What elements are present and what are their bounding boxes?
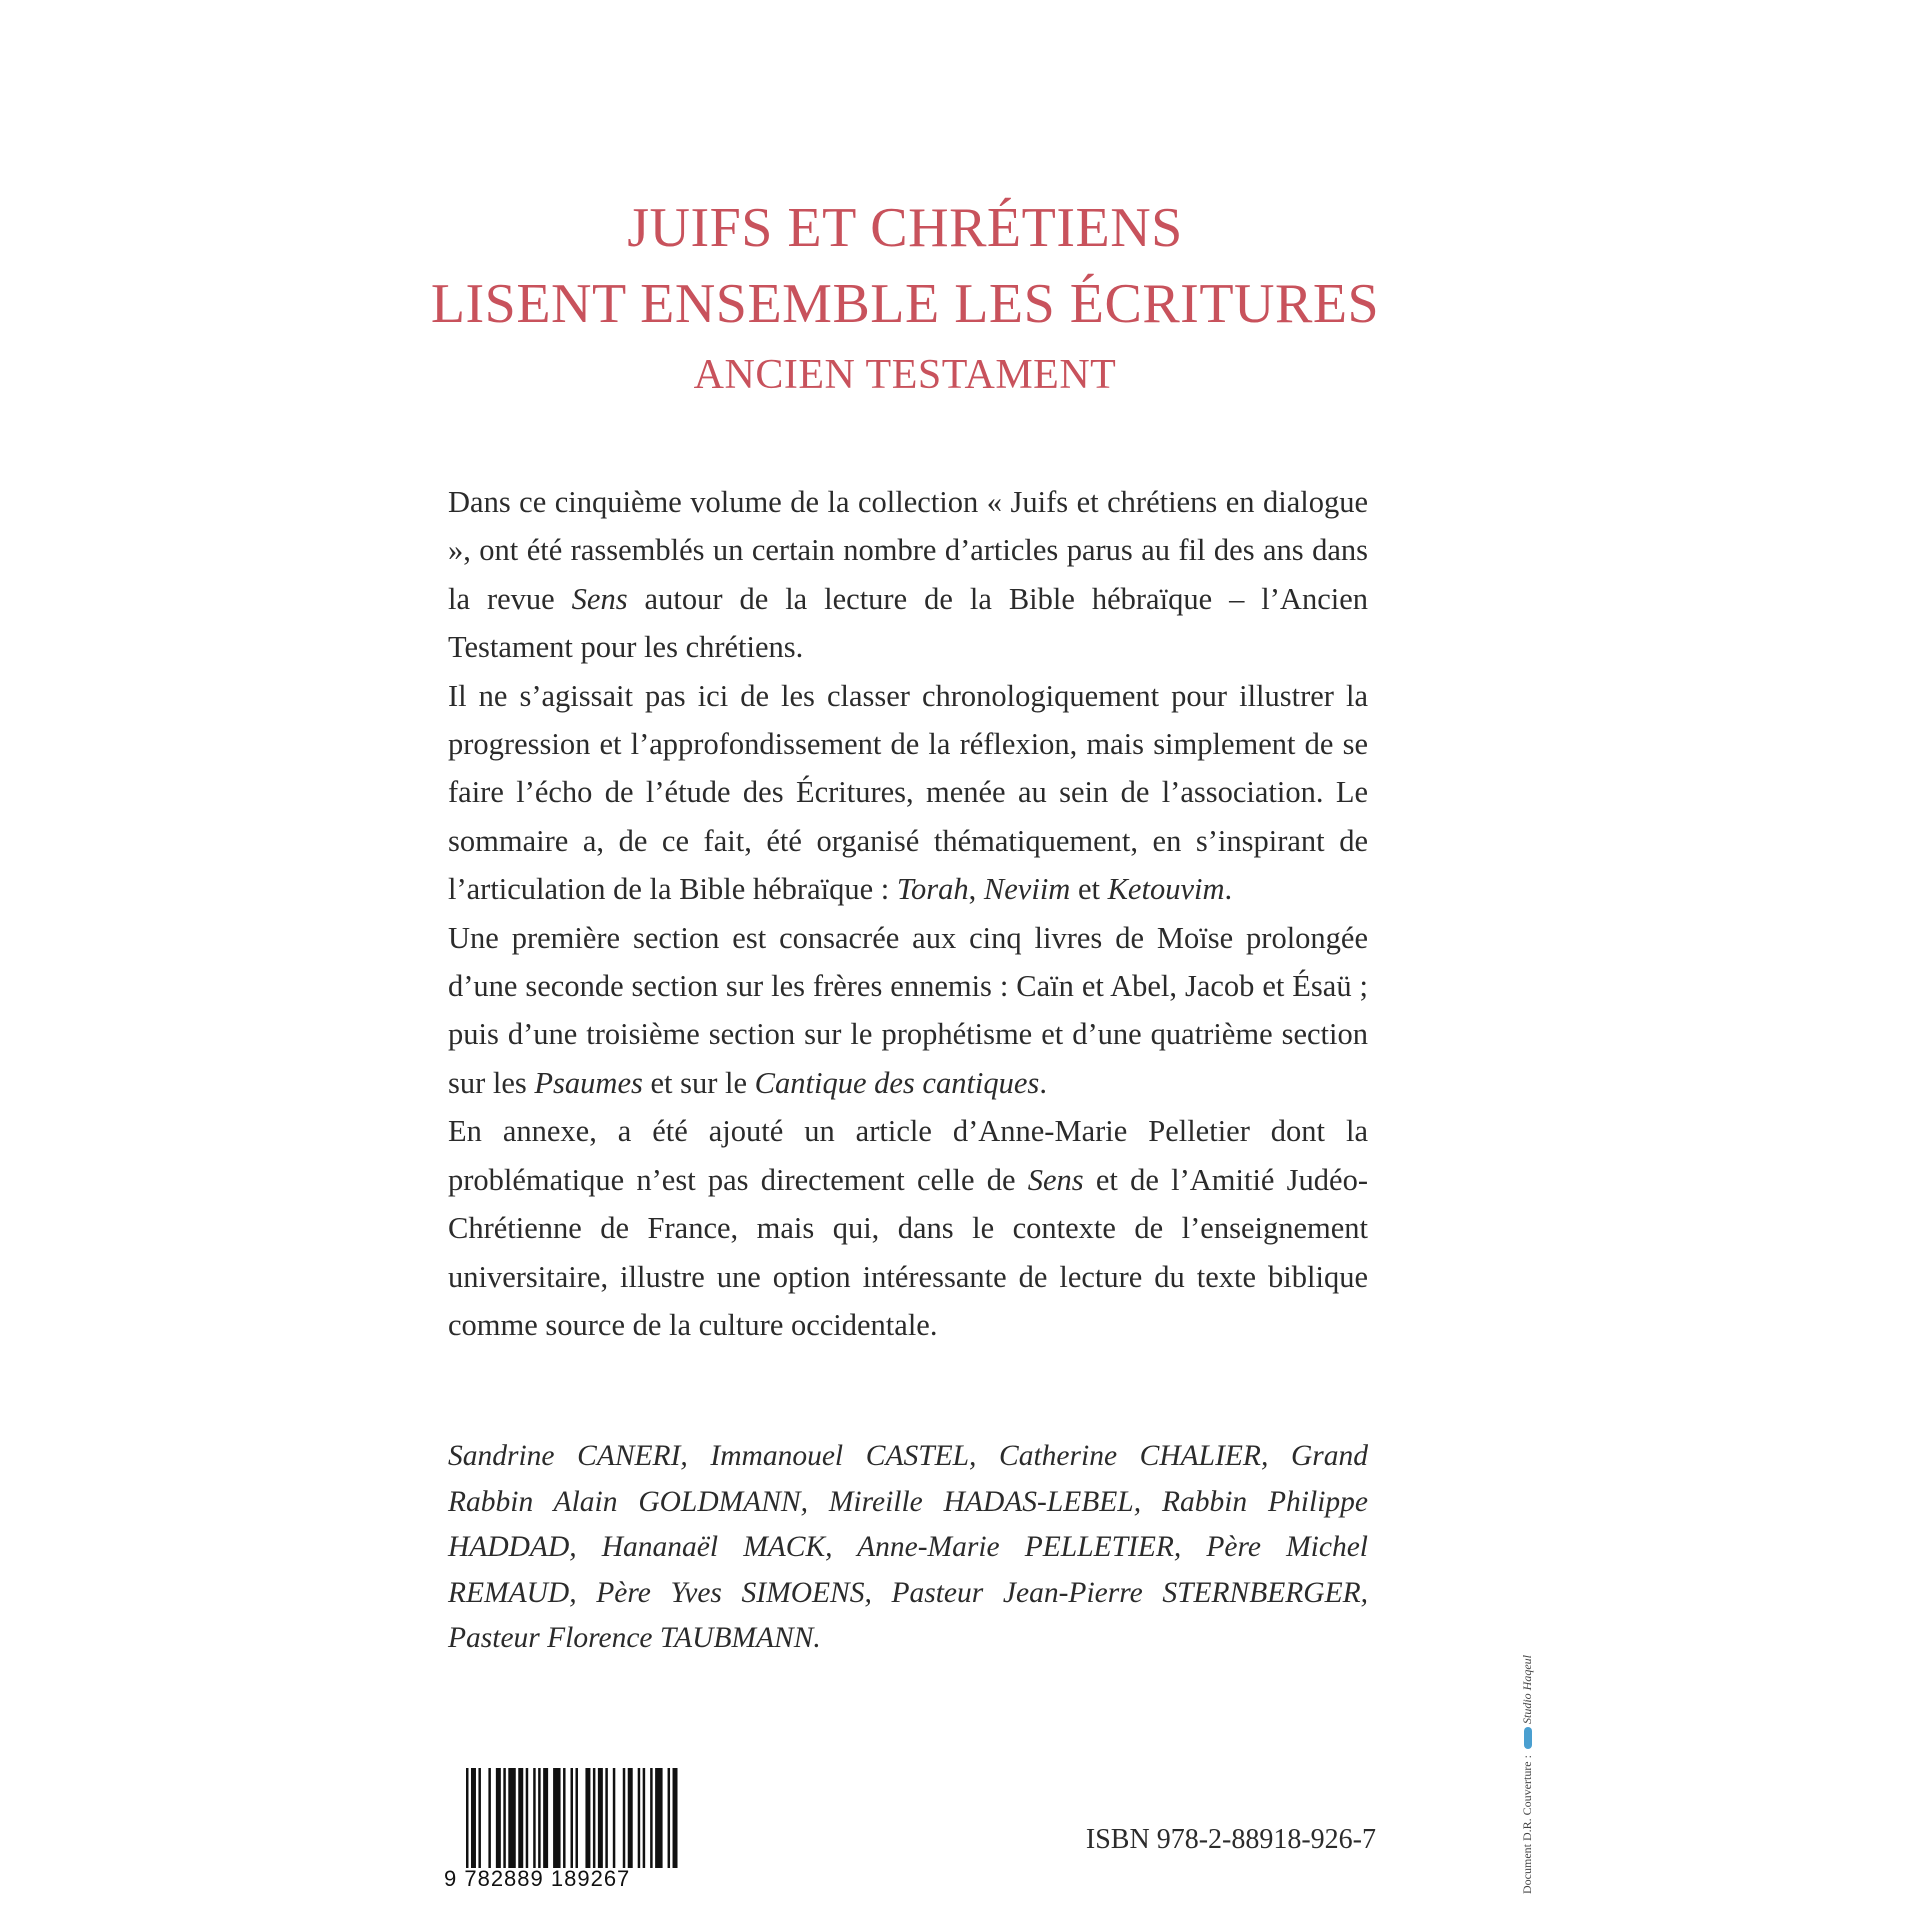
barcode-bar: [655, 1768, 662, 1868]
paragraph-1-text-a: Dans ce cinquième volume de la collection « Juifs et chrétiens en dialogue », ont été rassemblés un certain nombre d’articles parus au fil des ans dans la revue: [448, 485, 1368, 616]
paragraph-3-text-a: Une première section est consacrée aux cinq livres de Moïse prolongée d’une seconde section sur les frères ennemis : Caïn et Abel, Jacob et Ésaü ; puis d’une troisième section sur le prophétisme et d’une quatrième section sur les: [448, 920, 1368, 1100]
isbn-number: ISBN 978-2-88918-926-7: [1085, 1824, 1376, 1855]
barcode-bar: [471, 1768, 476, 1868]
cover-credit: [1512, 1574, 1536, 1904]
barcode-bar: [496, 1768, 501, 1868]
paragraph-1: [448, 478, 1368, 672]
credit-studio: Studio Haqeul: [1520, 1655, 1534, 1725]
barcode-bar: [571, 1768, 573, 1868]
title-line-1: JUIFS ET CHRÉTIENS: [627, 197, 1183, 259]
credit-prefix: Document D.R. Couverture :: [1520, 1752, 1534, 1894]
paragraph-3: [448, 914, 1368, 1108]
barcode-bar: [543, 1768, 548, 1868]
barcode-bar: [563, 1768, 565, 1868]
book-title: [380, 197, 1430, 398]
term-cantique: Cantique des cantiques: [754, 1065, 1040, 1100]
barcode-digits: 9 782889 189267: [444, 1866, 631, 1891]
paragraph-2-sep-2: et: [1070, 872, 1108, 907]
barcode-bar: [526, 1768, 528, 1868]
barcode-bars-icon: [466, 1768, 680, 1868]
barcode: [444, 1768, 684, 1891]
barcode-bar: [613, 1768, 615, 1868]
barcode-bar: [643, 1768, 645, 1868]
barcode-bar: [585, 1768, 590, 1868]
barcode-bar: [598, 1768, 603, 1868]
paragraph-2-end: .: [1224, 872, 1233, 907]
journal-name-sens: Sens: [571, 581, 628, 616]
barcode-bar: [668, 1768, 670, 1868]
barcode-bar: [605, 1768, 607, 1868]
barcode-bar: [466, 1768, 468, 1868]
barcode-bar: [650, 1768, 652, 1868]
studio-logo-icon: [1524, 1727, 1532, 1749]
barcode-bar: [575, 1768, 577, 1868]
title-line-2: LISENT ENSEMBLE LES ÉCRITURES: [430, 273, 1380, 335]
paragraph-2-text-a: Il ne s’agissait pas ici de les classer chronologiquement pour illustrer la progression et l’approfondissement de la réflexion, mais simplement de se faire l’écho de l’étude des Écritures, menée au sein de l’association. Le sommaire a, de ce fait, été organisé thématiquement, en s’inspirant de l’articulation de la Bible hébraïque :: [448, 678, 1368, 907]
term-torah: Torah: [896, 872, 969, 907]
blurb-text: [448, 478, 1368, 1349]
contributors-list: Sandrine CANERI, Immanouel CASTEL, Catherine CHALIER, Grand Rabbin Alain GOLDMANN, Mireille HADAS-LEBEL, Rabbin Philippe HADDAD, Hananaël MACK, Anne-Marie PELLETIER, Père Michel REMAUD, Père Yves SIMOENS, Pasteur Jean-Pierre STERNBERGER, Pasteur Florence TAUBMANN.: [448, 1440, 1368, 1654]
barcode-bar: [488, 1768, 490, 1868]
barcode-bar: [553, 1768, 560, 1868]
cover-credit-text: [1520, 1655, 1535, 1894]
paragraph-1-text-b: autour de la lecture de la Bible hébraïque – l’Ancien Testament pour les chrétiens.: [448, 581, 1368, 665]
paragraph-4-text-b: et de l’Amitié Judéo-Chrétienne de France, mais qui, dans le contexte de l’enseignement universitaire, illustre une option intéressante de lecture du texte biblique comme source de la culture occidentale.: [448, 1162, 1368, 1342]
paragraph-4-text-a: En annexe, a été ajouté un article d’Anne-Marie Pelletier dont la problématique n’est pas directement celle de: [448, 1114, 1368, 1197]
term-psaumes: Psaumes: [534, 1065, 643, 1100]
barcode-bar: [538, 1768, 540, 1868]
term-neviim: Neviim: [983, 872, 1071, 907]
barcode-bar: [508, 1768, 515, 1868]
paragraph-3-end: .: [1039, 1065, 1047, 1100]
paragraph-4: [448, 1107, 1368, 1349]
journal-name-sens-2: Sens: [1027, 1162, 1084, 1197]
barcode-bar: [623, 1768, 625, 1868]
barcode-bar: [478, 1768, 480, 1868]
paragraph-2-sep-1: ,: [968, 872, 984, 907]
barcode-bar: [593, 1768, 595, 1868]
barcode-bar: [628, 1768, 633, 1868]
subtitle: ANCIEN TESTAMENT: [693, 352, 1117, 398]
barcode-bar: [518, 1768, 523, 1868]
barcode-bar: [638, 1768, 640, 1868]
barcode-bar: [503, 1768, 505, 1868]
paragraph-3-text-b: et sur le: [642, 1065, 755, 1100]
paragraph-2: [448, 672, 1368, 914]
barcode-bar: [533, 1768, 535, 1868]
term-ketouvim: Ketouvim: [1107, 872, 1225, 907]
barcode-bar: [673, 1768, 678, 1868]
